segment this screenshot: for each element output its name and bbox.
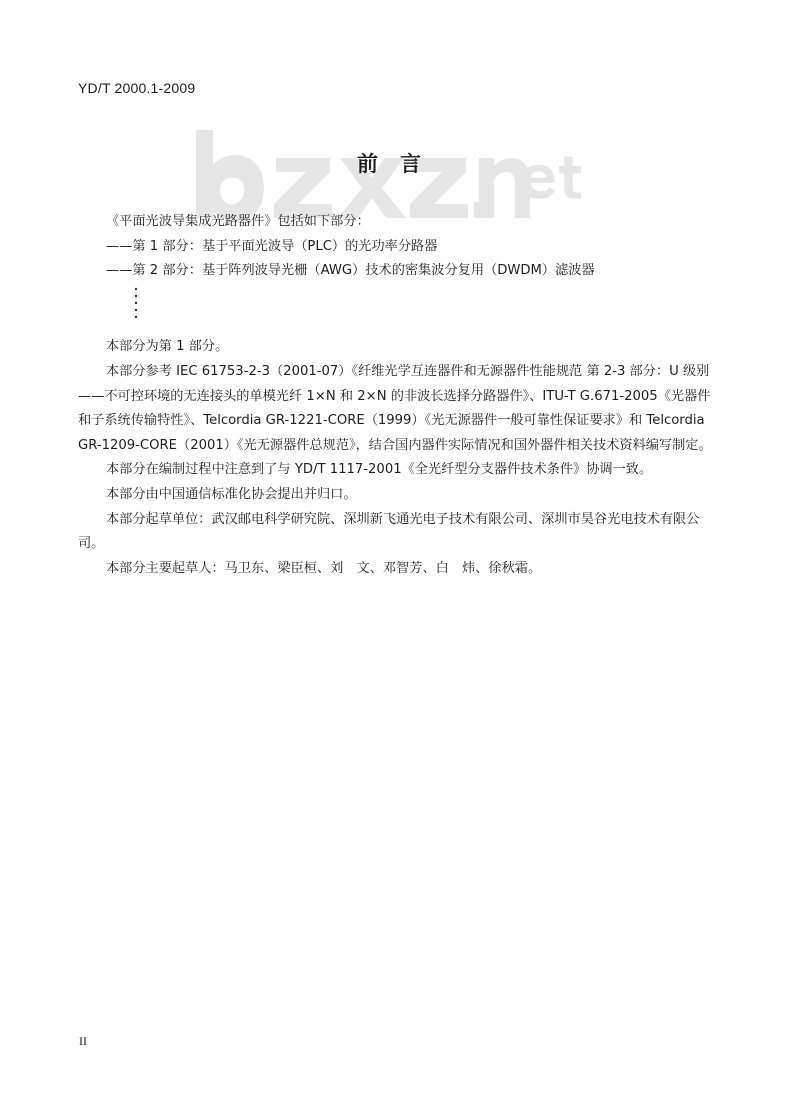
body-paragraph: 本部分为第 1 部分。 [106,339,229,355]
body-paragraph: 本部分参考 IEC 61753-2-3（2001-07）《纤维光学互连器件和无源器件性能规范 第 2-3 部分：U 级别——不可控环境的无连接头的单模光纤 1×N 和 2×N 的非波长选择分路器件》、ITU-T G.671-2005《光器件和子系统传输特性》、Telcordia GR-1221-CORE（1999）《光无源器件一般可靠性保证要求》和 Telcordia GR-1209-CORE（2001）《光无源器件总规范》，结合国内器件实际情况和国外器件相关技术资料编写制定。 [78,363,712,453]
body-paragraph: 本部分起草单位：武汉邮电科学研究院、深圳新飞通光电子技术有限公司、深圳市昊谷光电技术有限公司。 [78,511,700,552]
preface-body [78,210,718,581]
standard-code-header: YD/T 2000.1-2009 [78,80,196,96]
body-paragraph: 本部分主要起草人：马卫东、梁臣桓、刘 文、邓智芳、白 炜、徐秋霜。 [106,560,542,576]
intro-paragraph: 《平面光波导集成光路器件》包括如下部分： [106,214,370,229]
body-paragraph: 本部分由中国通信标准化协会提出并归口。 [106,486,357,502]
page-number: II [79,1034,87,1048]
vertical-ellipsis-icon [134,286,138,322]
part-list-item: ——第 2 部分：基于阵列波导光栅（AWG）技术的密集波分复用（DWDM）滤波器 [106,263,595,279]
page-title: 前言 [357,152,443,176]
body-paragraph: 本部分在编制过程中注意到了与 YD/T 1117-2001《全光纤型分支器件技术条件》协调一致。 [106,462,653,478]
part-list-item: ——第 1 部分：基于平面光波导（PLC）的光功率分路器 [106,238,438,254]
